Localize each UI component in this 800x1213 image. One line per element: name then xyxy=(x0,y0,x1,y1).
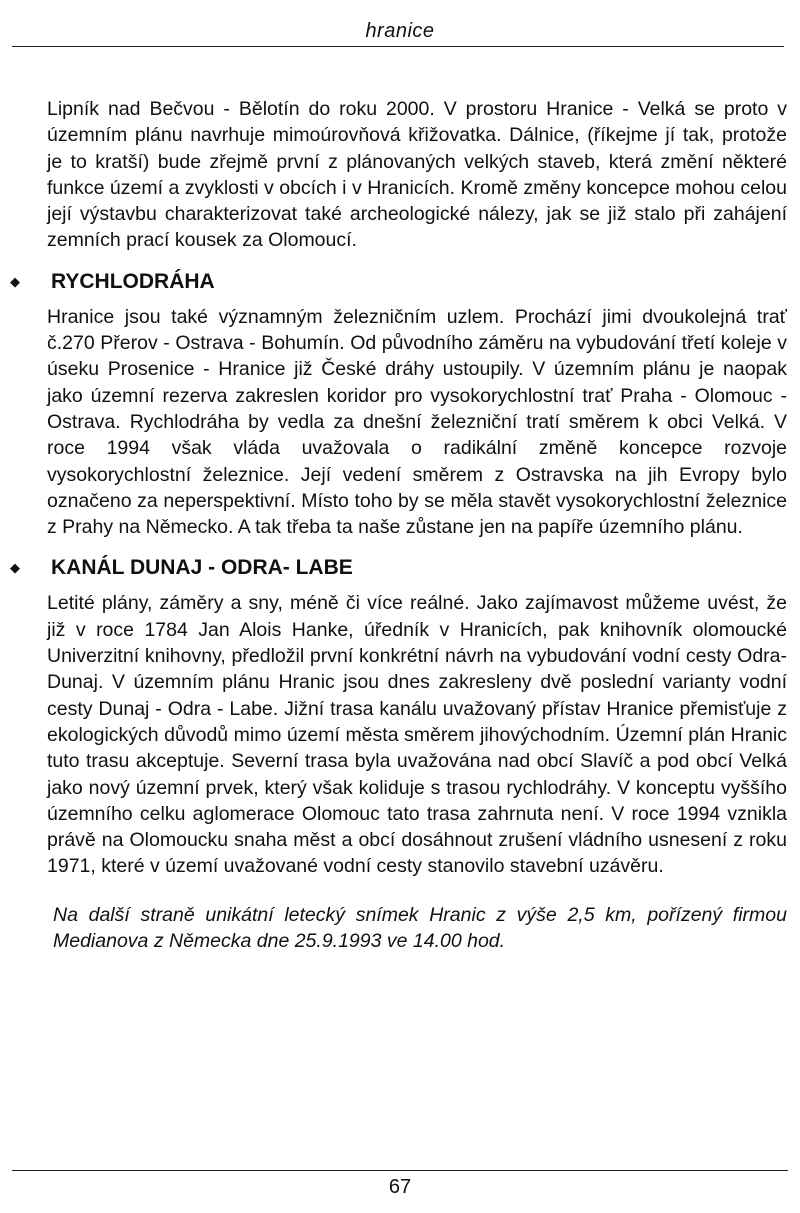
section-paragraph: Letité plány, záměry a sny, méně či více reálné. Jako zajímavost můžeme uvést, že již v roce 1784 Jan Alois Hanke, úředník v Hranicích, pak knihovník olomoucké Univerzitní knihovny, předložil první konkrétní návrh na vybudování vodní cesty Odra-Dunaj. V územním plánu Hranic jsou dnes zakresleny dvě poslední varianty vodní cesty Dunaj - Odra - Labe. Jižní trasa kanálu uvažovaný přístav Hranice přemisťuje z ekologických důvodů mimo území města směrem jihovýchodním. Územní plán Hranic tuto trasu akceptuje. Severní trasa byla uvažována nad obcí Slavíč a pod obcí Velká jako nový územní prvek, který však koliduje s trasou rychlodráhy. V konceptu vyššího územního celku aglomerace Olomouc tato trasa zahrnuta není. V roce 1994 vznikla právě na Olomoucku snaha měst a obcí dosáhnout zrušení vládního usnesení z roku 1971, které v území uvažované vodní cesty stanovilo stavební uzávěru. xyxy=(47,592,787,878)
page-number: 67 xyxy=(388,1176,412,1198)
running-title: hranice xyxy=(365,20,435,42)
section-heading-text: KANÁL DUNAJ - ODRA- LABE xyxy=(51,556,353,580)
section-paragraph: Hranice jsou také významným železničním uzlem. Prochází jimi dvoukolejná trať č.270 Přerov - Ostrava - Bohumín. Od původního záměru na vybudování třetí koleje v úseku Prosenice - Hranice již České dráhy ustoupily. V územním plánu je naopak jako územní rezerva zakreslen koridor pro vysokorychlostní trať Praha - Olomouc - Ostrava. Rychlodráha by vedla za dnešní železniční tratí směrem k obci Velká. V roce 1994 však vláda uvažovala o radikální změně koncepce rozvoje vysokorychlostní železnice. Její vedení směrem z Ostravska na jih Evropy bylo označeno za neperspektivní. Místo toho by se měla stavět vysokorychlostní železnice z Prahy na Německo. A tak třeba ta naše zůstane jen na papíře územního plánu. xyxy=(47,305,787,539)
intro-paragraph: Lipník nad Bečvou - Bělotín do roku 2000. V prostoru Hranice - Velká se proto v územním plánu navrhuje mimoúrovňová křižovatka. Dálnice, (říkejme jí tak, protože je to kratší) bude zřejmě první z plánovaných velkých staveb, která změní některé funkce území a zvyklosti v obcích i v Hranicích. Kromě změny koncepce mohou celou její výstavbu charakterizovat také archeologické nálezy, jak se již stalo při zahájení zemních prací kousek za Olomoucí. xyxy=(47,98,787,252)
caption-note: Na další straně unikátní letecký snímek Hranic z výše 2,5 km, pořízený firmou Medianova z Německa dne 25.9.1993 ve 14.00 hod. xyxy=(53,903,787,953)
page-content xyxy=(10,96,787,974)
header-rule xyxy=(12,46,784,47)
section-kanal xyxy=(10,554,787,879)
diamond-bullet-icon: ◆ xyxy=(10,560,20,576)
diamond-bullet-icon: ◆ xyxy=(10,273,20,289)
section-heading-text: RYCHLODRÁHA xyxy=(51,269,215,293)
section-heading xyxy=(10,268,787,296)
section-rychlodraha xyxy=(10,268,787,541)
footer-rule xyxy=(12,1170,788,1171)
section-heading xyxy=(10,554,787,582)
